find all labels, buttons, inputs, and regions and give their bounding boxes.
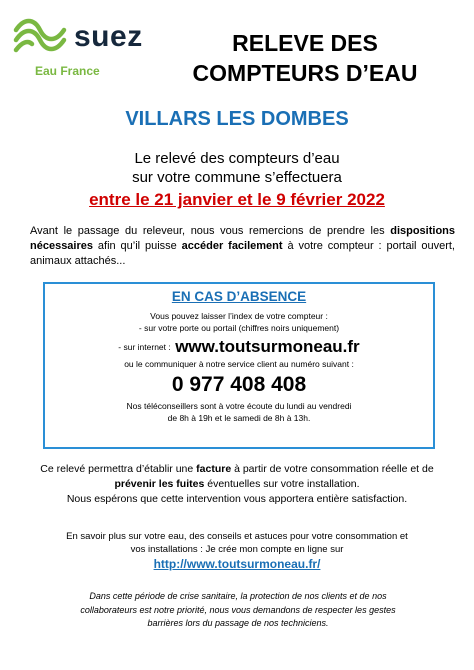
sanitary-notice xyxy=(18,590,458,631)
invoice-bold-1: facture xyxy=(196,463,232,475)
notice-line-2: collaborateurs est notre priorité, nous vous demandons de respecter les gestes xyxy=(80,604,396,615)
page-title xyxy=(140,28,470,88)
title-line-1: RELEVE DES xyxy=(232,30,378,56)
info-line-2: vos installations : Je crée mon compte en ligne sur xyxy=(130,544,344,555)
hours-line-2: de 8h à 19h et le samedi de 8h à 13h. xyxy=(167,413,311,424)
info-paragraph xyxy=(30,530,444,556)
satisfaction-text: Nous espérons que cette intervention vous apportera entière satisfaction. xyxy=(66,493,408,505)
title-line-2: COMPTEURS D’EAU xyxy=(192,60,418,86)
reading-dates: entre le 21 janvier et le 9 février 2022 xyxy=(89,190,385,209)
brand-name: suez xyxy=(74,20,143,53)
hours-line-1: Nos téléconseillers sont à votre écoute du lundi au vendredi xyxy=(126,401,352,412)
invoice-text-3: éventuelles sur votre installation. xyxy=(204,478,360,490)
absence-line-2: - sur votre porte ou portail (chiffres noirs uniquement) xyxy=(138,323,340,333)
contact-line: ou le communiquer à notre service client au numéro suivant : xyxy=(124,359,354,370)
intro-line-1: Le relevé des compteurs d’eau xyxy=(134,150,340,167)
website-link[interactable]: http://www.toutsurmoneau.fr/ xyxy=(153,557,321,571)
absence-title: EN CAS D’ABSENCE xyxy=(171,289,307,304)
access-bold-2: accéder facilement xyxy=(181,240,283,252)
absence-line-1: Vous pouvez laisser l’index de votre compteur : xyxy=(150,311,328,321)
access-bold-1: dispositions nécessaires xyxy=(30,225,455,252)
invoice-bold-2: prévenir les fuites xyxy=(114,478,205,490)
notice-line-1: Dans cette période de crise sanitaire, la protection de nos clients et de nos xyxy=(89,591,387,601)
internet-url-link[interactable]: www.toutsurmoneau.fr xyxy=(175,337,360,356)
invoice-text-2: à partir de votre consommation réelle et de xyxy=(231,463,434,475)
invoice-text-1: Ce relevé permettra d’établir une xyxy=(40,463,197,475)
access-text-1: Avant le passage du releveur, nous vous remercions de prendre les xyxy=(30,225,391,237)
brand-tagline: Eau France xyxy=(35,64,100,78)
invoice-text xyxy=(30,462,444,492)
internet-line xyxy=(45,336,433,358)
notice-line-3: barrières lors du passage de nos techniciens. xyxy=(147,618,329,628)
intro-text xyxy=(0,149,474,187)
access-paragraph xyxy=(30,224,455,269)
suez-wave-logo-icon xyxy=(10,16,72,56)
info-line-1: En savoir plus sur votre eau, des conseils et astuces pour votre consommation et xyxy=(66,531,408,542)
access-text-3: à votre compteur : portail ouvert, animaux attachés... xyxy=(30,240,455,267)
internet-label: - sur internet : xyxy=(118,342,171,352)
city-name: VILLARS LES DOMBES xyxy=(125,108,349,130)
invoice-paragraph xyxy=(30,462,444,507)
access-text-2: afin qu’il puisse xyxy=(93,240,182,252)
absence-box xyxy=(43,282,435,449)
intro-line-2: sur votre commune s’effectuera xyxy=(132,169,342,186)
phone-number[interactable]: 0 977 408 408 xyxy=(171,373,307,397)
suez-logo xyxy=(10,16,150,86)
